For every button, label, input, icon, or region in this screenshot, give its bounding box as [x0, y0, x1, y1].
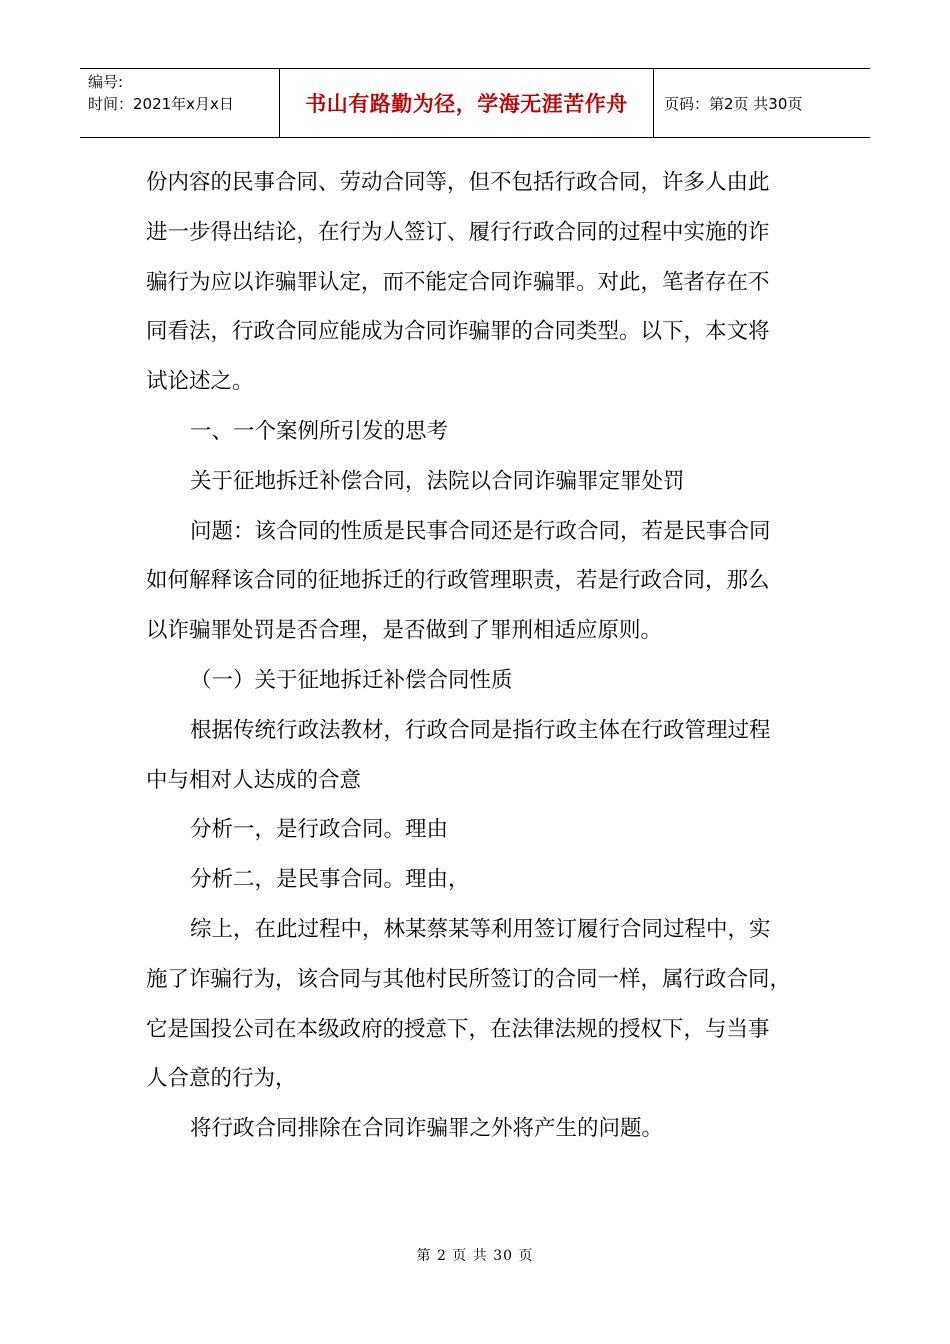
- body-text-line: 分析一，是行政合同。理由: [190, 817, 449, 843]
- body-text-line: 如何解释该合同的征地拆迁的行政管理职责，若是行政合同，那么: [146, 568, 770, 594]
- body-text-line: 它是国投公司在本级政府的授意下，在法律法规的授权下，与当事: [146, 1016, 770, 1042]
- page-footer: 第 2 页 共 30 页: [416, 1248, 534, 1264]
- document-date: 时间：2021年x月x日: [88, 95, 234, 113]
- body-text-line: 问题：该合同的性质是民事合同还是行政合同，若是民事合同: [190, 518, 771, 544]
- body-text-line: 人合意的行为，: [146, 1066, 297, 1092]
- body-text-line: 根据传统行政法教材，行政合同是指行政主体在行政管理过程: [190, 717, 771, 743]
- body-text-line: 试论述之。: [146, 369, 254, 395]
- body-text-line: 施了诈骗行为，该合同与其他村民所签订的合同一样，属行政合同，: [146, 966, 792, 992]
- body-text-line: 中与相对人达成的合意: [146, 767, 362, 793]
- body-text-line: 分析二，是民事合同。理由，: [190, 867, 470, 893]
- body-text-line: 一、一个案例所引发的思考: [190, 418, 449, 444]
- body-text-line: 将行政合同排除在合同诈骗罪之外将产生的问题。: [190, 1116, 664, 1142]
- page-header: [80, 68, 870, 138]
- body-text-line: 骗行为应以诈骗罪认定，而不能定合同诈骗罪。对此，笔者存在不: [146, 269, 770, 295]
- body-text-line: 同看法，行政合同应能成为合同诈骗罪的合同类型。以下，本文将: [146, 319, 770, 345]
- body-text-line: 综上，在此过程中，林某蔡某等利用签订履行合同过程中，实: [190, 916, 771, 942]
- document-number-label: 编号:: [88, 73, 124, 91]
- document-body: [146, 158, 816, 1154]
- body-text-line: 以诈骗罪处罚是否合理，是否做到了罪刑相适应原则。: [146, 618, 663, 644]
- body-text-line: 进一步得出结论，在行为人签订、履行行政合同的过程中实施的诈: [146, 219, 770, 245]
- header-meta: [80, 69, 280, 137]
- header-page-info: 页码：第2页 共30页: [664, 94, 803, 113]
- header-motto: 书山有路勤为径，学海无涯苦作舟: [280, 69, 654, 137]
- body-text-line: （一）关于征地拆迁补偿合同性质: [190, 667, 513, 693]
- body-text-line: 份内容的民事合同、劳动合同等，但不包括行政合同，许多人由此: [146, 170, 770, 195]
- body-text-line: 关于征地拆迁补偿合同，法院以合同诈骗罪定罪处罚: [190, 468, 685, 494]
